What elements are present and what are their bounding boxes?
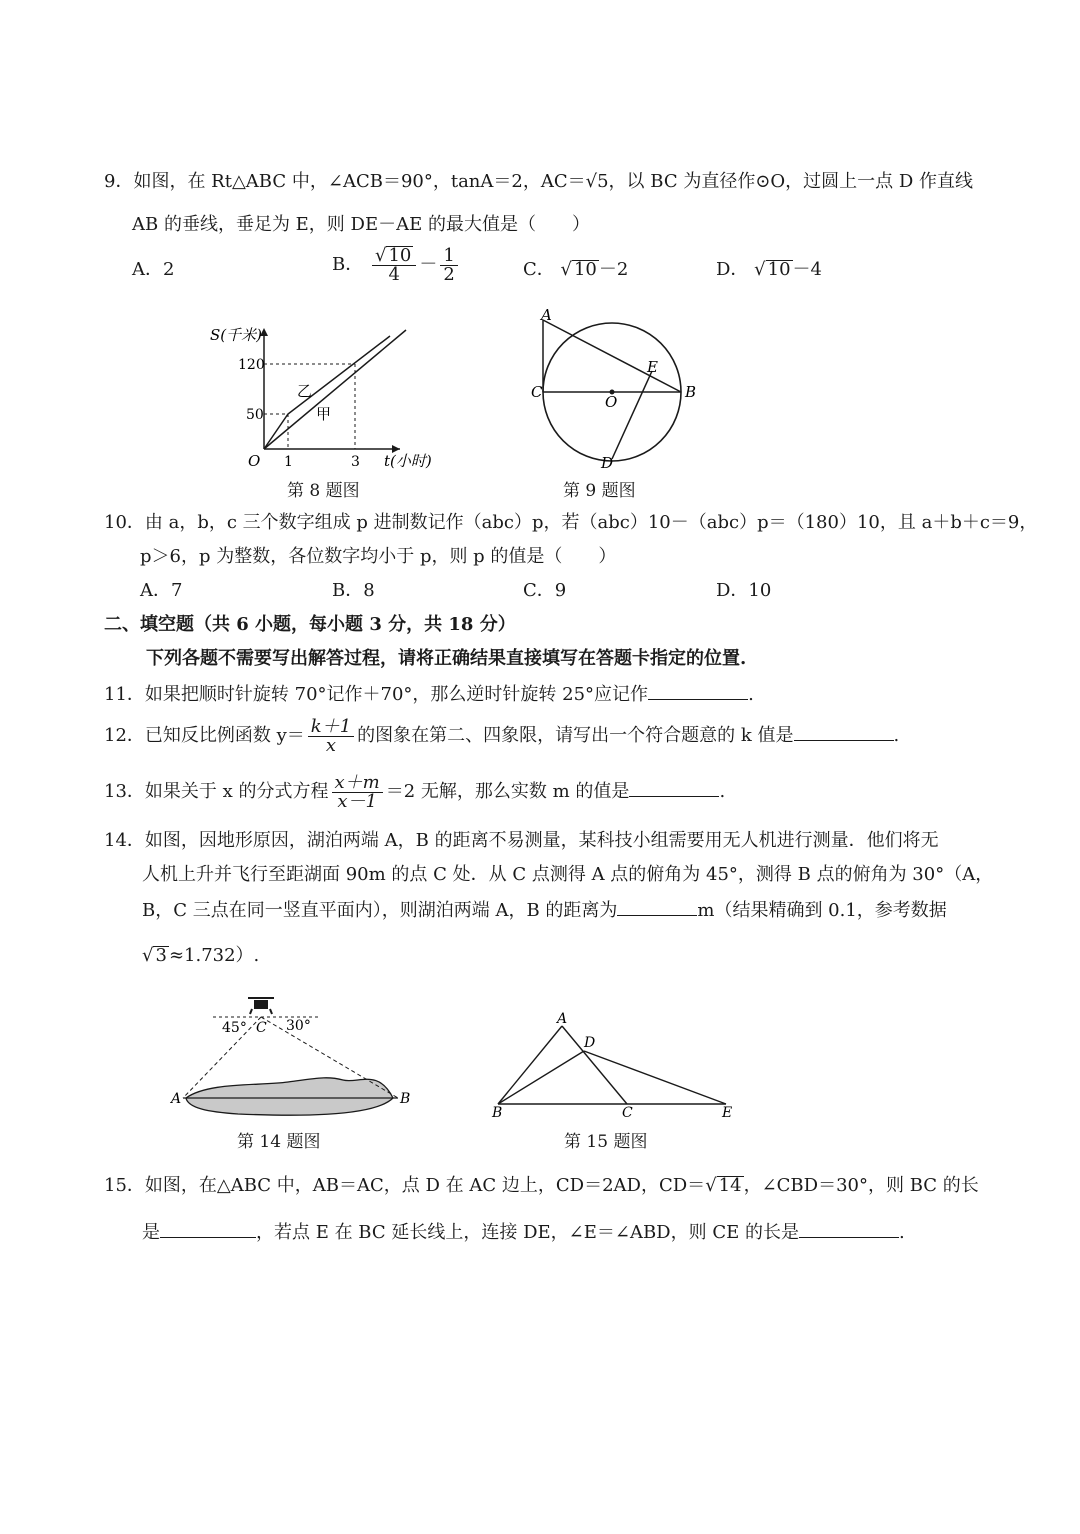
q11: [104, 681, 754, 707]
q13-end: .: [719, 781, 726, 802]
q15-line2-mid: ，若点 E 在 BC 延长线上，连接 DE，∠E＝∠ABD，则 CE 的长是: [256, 1222, 799, 1243]
q12-pre: 已知反比例函数 y＝: [144, 725, 305, 746]
q9-option-b-frac2: [440, 244, 457, 285]
fig8-ytick-120: 120: [238, 357, 265, 373]
q12-fraction: [308, 715, 354, 756]
q15-line1-pre: 如图，在△ABC 中，AB＝AC，点 D 在 AC 边上，CD＝2AD，CD＝: [144, 1175, 706, 1196]
fig15-segment-ab: [498, 1026, 562, 1104]
section2-title: 二、填空题（共 6 小题，每小题 3 分，共 18 分）: [104, 614, 516, 635]
q12-post: 的图象在第二、四象限，请写出一个符合题意的 k 值是: [357, 725, 794, 746]
fig9-segment-ab: [543, 320, 681, 392]
fig15-point-b: B: [492, 1105, 503, 1121]
fig15-diagram: [488, 1006, 748, 1122]
drone-icon: [248, 998, 274, 1014]
q12: [104, 716, 899, 756]
q10-option-a: A．7: [140, 580, 183, 601]
q9-text-line1: 如图，在 Rt△ABC 中，∠ACB＝90°，tanA＝2，AC＝√5，以 BC 为直径作⊙O，过圆上一点 D 作直线: [133, 171, 974, 192]
q13-fraction: [332, 771, 383, 812]
q9-option-b-frac1: $\frac{√ 10}{4}$: [372, 246, 416, 284]
fig8-ylabel: S(千米): [210, 326, 262, 344]
q15-answer-blank-ce[interactable]: [799, 1219, 899, 1238]
fig8-caption: 第 8 题图: [287, 481, 360, 501]
fig15-point-a: A: [557, 1011, 568, 1027]
fig14-point-b: B: [400, 1091, 411, 1107]
q9-option-d: D． √ 10 －4: [716, 259, 822, 280]
q13-post: ＝2 无解，那么实数 m 的值是: [385, 781, 630, 802]
q14-line4-rest: ≈1.732）.: [168, 945, 260, 966]
q15-line1: 15．如图，在△ABC 中，AB＝AC，点 D 在 AC 边上，CD＝2AD，CD＝√ 14 ，∠CBD＝30°，则 BC 的长: [104, 1175, 979, 1196]
q9-option-d-label: D．: [716, 259, 749, 280]
q15-line2-pre: 是: [142, 1222, 160, 1243]
fig8-label-yi: 乙: [297, 382, 313, 400]
q15-answer-blank-bc[interactable]: [160, 1219, 256, 1238]
fig8-graph: [200, 318, 450, 473]
fig9-point-c: C: [531, 383, 543, 401]
fig15-caption: 第 15 题图: [564, 1132, 648, 1152]
q10-option-b: B．8: [332, 580, 375, 601]
q14-line2: 人机上升并飞行至距湖面 90m 的点 C 处．从 C 点测得 A 点的俯角为 45°，测得 B 点的俯角为 30°（A，: [142, 864, 994, 885]
fig9-point-d: D: [601, 454, 614, 472]
fig15-point-c: C: [622, 1105, 633, 1121]
q9-line2: AB 的垂线，垂足为 E，则 DE－AE 的最大值是（ ）: [132, 214, 590, 235]
q12-frac-den: x: [325, 734, 337, 756]
q13-answer-blank[interactable]: [629, 778, 719, 797]
q10-text-line1: 由 a，b，c 三个数字组成 p 进制数记作（abc）p，若（abc）10－（abc）p＝（180）10，且 a＋b＋c＝9，: [144, 512, 1038, 533]
fig8-line-yi: [264, 336, 390, 449]
q9-option-a: A．2: [132, 259, 175, 280]
q11-text: 如果把顺时针旋转 70°记作＋70°，那么逆时针旋转 25°应记作: [144, 684, 649, 705]
q9-option-c-rest: －2: [598, 259, 629, 280]
q9-number: 9．: [104, 171, 134, 192]
fig15-point-d: D: [584, 1035, 596, 1051]
fig9-point-b: B: [685, 383, 697, 401]
q9-option-d-rest: －4: [792, 259, 822, 280]
q14-number: 14．: [104, 830, 145, 851]
q9-option-d-radicand: 10: [767, 259, 791, 280]
q9-option-b-radicand: 10: [388, 245, 412, 266]
q14-line3-post: m（结果精确到 0.1，参考数据: [697, 900, 947, 921]
q9-line1: [104, 170, 973, 194]
fig9-point-e: E: [647, 358, 658, 376]
q11-number: 11．: [104, 684, 145, 705]
fig8-ytick-50: 50: [246, 407, 264, 423]
q9-option-b-den2: 2: [443, 263, 455, 285]
q12-end: .: [893, 725, 900, 746]
fig9-caption: 第 9 题图: [563, 481, 636, 501]
fig14-caption: 第 14 题图: [237, 1132, 321, 1152]
q14-line4-radicand: 3: [155, 945, 167, 966]
q12-frac-num: k＋1: [308, 718, 354, 737]
q9-option-b-den1: 4: [388, 264, 400, 285]
q13-frac-den: x－1: [337, 790, 377, 812]
fig9-segment-de: [612, 371, 652, 459]
q14-line4: √ 3 ≈1.732）.: [142, 945, 260, 966]
q10-option-d: D．10: [716, 580, 772, 601]
q12-number: 12．: [104, 725, 145, 746]
q11-answer-blank[interactable]: [648, 681, 748, 700]
fig8-line-jia: [264, 330, 406, 449]
fig15-point-e: E: [722, 1105, 733, 1121]
q9-option-b: [332, 246, 461, 284]
fig8-xlabel: t(小时): [384, 452, 432, 470]
fig14-angle-right: 30°: [286, 1018, 311, 1034]
fig8-xtick-1: 1: [284, 454, 293, 470]
fig9-point-a: A: [541, 306, 552, 324]
q14-line3: [142, 897, 947, 923]
q9-option-c: C． √ 10 －2: [523, 259, 629, 280]
q11-end: .: [748, 684, 754, 705]
q10-option-c: C．9: [523, 580, 567, 601]
q9-option-b-minus: －: [419, 254, 438, 275]
q10-number: 10．: [104, 512, 145, 533]
q9-option-b-num2: 1: [440, 247, 457, 266]
fig8-origin: O: [248, 452, 261, 470]
q9-option-b-label: B．: [332, 254, 364, 275]
q13-pre: 如果关于 x 的分式方程: [144, 781, 329, 802]
section2-instruction: 下列各题不需要写出解答过程，请将正确结果直接填写在答题卡指定的位置.: [146, 648, 747, 669]
q13-frac-num: x＋m: [332, 774, 383, 793]
fig8-xtick-3: 3: [351, 454, 360, 470]
fig14-diagram: [168, 990, 428, 1120]
fig14-lake: [186, 1078, 393, 1115]
q14-line1: [104, 829, 939, 853]
q15-line2: [142, 1219, 905, 1245]
q14-line3-pre: B，C 三点在同一竖直平面内），则湖泊两端 A，B 的距离为: [142, 900, 618, 921]
q9-option-c-radicand: 10: [573, 259, 597, 280]
fig9-point-o: O: [605, 393, 618, 411]
q15-line1-post: ，∠CBD＝30°，则 BC 的长: [743, 1175, 979, 1196]
fig8-label-jia: 甲: [316, 405, 332, 423]
q15-number: 15．: [104, 1175, 145, 1196]
q13: [104, 772, 725, 812]
q15-radicand: 14: [718, 1175, 742, 1196]
q13-number: 13．: [104, 781, 145, 802]
fig9-diagram: [525, 304, 705, 476]
fig14-point-a: A: [171, 1091, 182, 1107]
fig14-angle-left: 45°: [222, 1020, 247, 1036]
q9-option-c-label: C．: [523, 259, 555, 280]
fig14-point-c: C: [256, 1020, 267, 1036]
q14-text-line1: 如图，因地形原因，湖泊两端 A，B 的距离不易测量，某科技小组需要用无人机进行测量．他们将无: [144, 830, 939, 851]
q10-line1: [104, 511, 1037, 535]
q12-answer-blank[interactable]: [794, 722, 894, 741]
q15-end: .: [898, 1222, 905, 1243]
q10-line2: p＞6，p 为整数，各位数字均小于 p，则 p 的值是（ ）: [140, 546, 617, 567]
fig15-segment-bd: [498, 1051, 584, 1104]
q14-answer-blank[interactable]: [617, 897, 697, 916]
